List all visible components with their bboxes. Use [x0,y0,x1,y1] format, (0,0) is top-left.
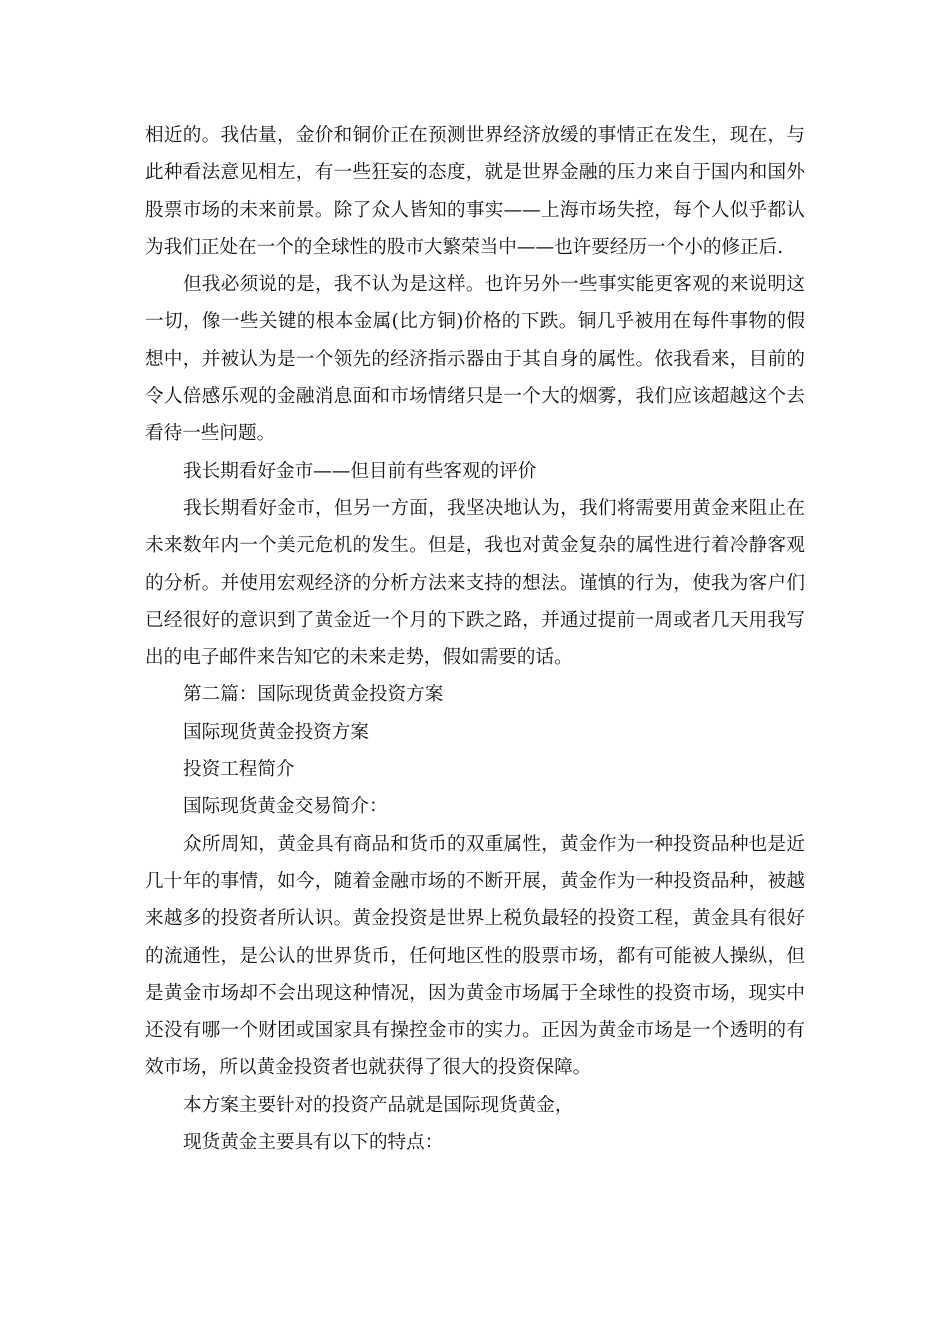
paragraph-base-metals-argument: 但我必须说的是，我不认为是这样。也许另外一些事实能更客观的来说明这一切，像一些关键的根本金属(比方铜)价格的下跌。铜几乎被用在每件事物的假想中，并被认为是一个领先的经济指示器由于其自身的属性。依我看来，目前的令人倍感乐观的金融消息面和市场情绪只是一个大的烟雾，我们应该超越这个去看待一些问题。 [145,274,805,445]
section-heading-trading-intro: 国际现货黄金交易简介： [183,796,388,818]
paragraph-gold-copper-outlook: 相近的。我估量，金价和铜价正在预测世界经济放缓的事情正在发生，现在，与此种看法意见相左，有一些狂妄的态度，就是世界金融的压力来自于国内和国外股票市场的未来前景。除了众人皆知的事实——上海市场失控，每个人似乎都认为我们正处在一个的全球性的股市大繁荣当中——也许要经历一个小的修正后. [145,125,805,258]
paragraph-features-lead: 现货黄金主要具有以下的特点： [183,1132,444,1154]
chapter-heading-part-two: 第二篇：国际现货黄金投资方案 [183,684,444,706]
section-heading-long-term-view: 我长期看好金市——但目前有些客观的评价 [183,460,537,482]
section-heading-project-intro: 投资工程简介 [183,759,295,781]
document-title: 国际现货黄金投资方案 [183,721,369,743]
paragraph-long-term-gold: 我长期看好金市，但另一方面，我坚决地认为，我们将需要用黄金来阻止在未来数年内一个美元危机的发生。但是，我也对黄金复杂的属性进行着冷静客观的分析。并使用宏观经济的分析方法来支持的想法。谨慎的行为，使我为客户们已经很好的意识到了黄金近一个月的下跌之路，并通过提前一周或者几天用我写出的电子邮件来告知它的未来走势，假如需要的话。 [145,497,805,669]
paragraph-product-focus: 本方案主要针对的投资产品就是国际现货黄金， [183,1094,574,1116]
paragraph-gold-attributes: 众所周知，黄金具有商品和货币的双重属性，黄金作为一种投资品种也是近几十年的事情，如今，随着金融市场的不断开展，黄金作为一种投资品种，被越来越多的投资者所认识。黄金投资是世界上税负最轻的投资工程，黄金具有很好的流通性，是公认的世界货币，任何地区性的股票市场，都有可能被人操纵，但是黄金市场却不会出现这种情况，因为黄金市场属于全球性的投资市场，现实中还没有哪一个财团或国家具有操控金市的实力。正因为黄金市场是一个透明的有效市场，所以黄金投资者也就获得了很大的投资保障。 [145,833,805,1079]
document-page [145,117,805,1161]
